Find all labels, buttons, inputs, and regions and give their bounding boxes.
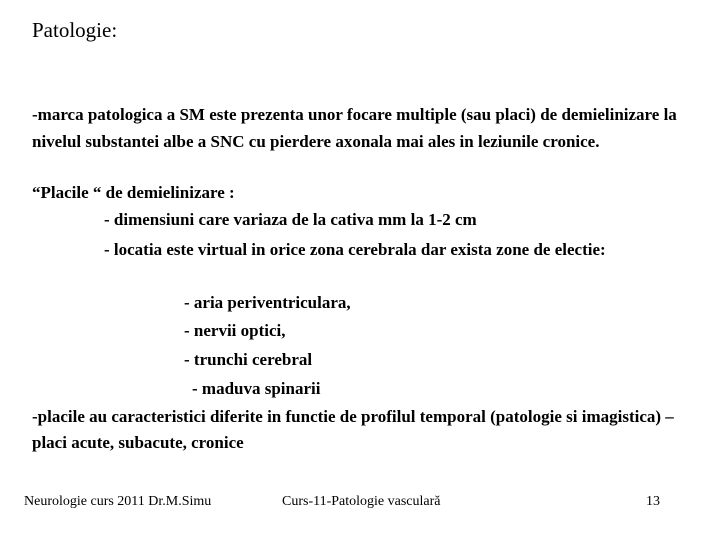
zone-item-aria: - aria periventriculara, [184,293,351,312]
footer-author: Neurologie curs 2011 Dr.M.Simu [24,494,212,509]
locatia-item: - locatia este virtual in orice zona cerebrala dar exista zone de electie: [104,240,606,259]
placile-caracteristici-paragraph: -placile au caracteristici diferite in functie de profilul temporal (patologie si imagistica) – placi acute, subacute, cronice [32,407,674,452]
zone-item-nervi: - nervii optici, [184,321,286,340]
footer-page-number: 13 [646,494,660,509]
zone-item-trunchi: - trunchi cerebral [184,350,313,369]
placi-heading: “Placile “ de demielinizare : [32,183,235,202]
intro-paragraph: -marca patologica a SM este prezenta unor focare multiple (sau placi) de demielinizare la nivelul substantei albe a SNC cu pierdere axonala mai ales in leziunile cronice. [32,105,677,151]
dimensiuni-item: - dimensiuni care variaza de la cativa mm la 1-2 cm [104,210,477,229]
zone-item-maduva: - maduva spinarii [192,379,321,398]
footer-course: Curs-11-Patologie vasculară [282,494,441,509]
slide-title: Patologie: [32,18,118,42]
